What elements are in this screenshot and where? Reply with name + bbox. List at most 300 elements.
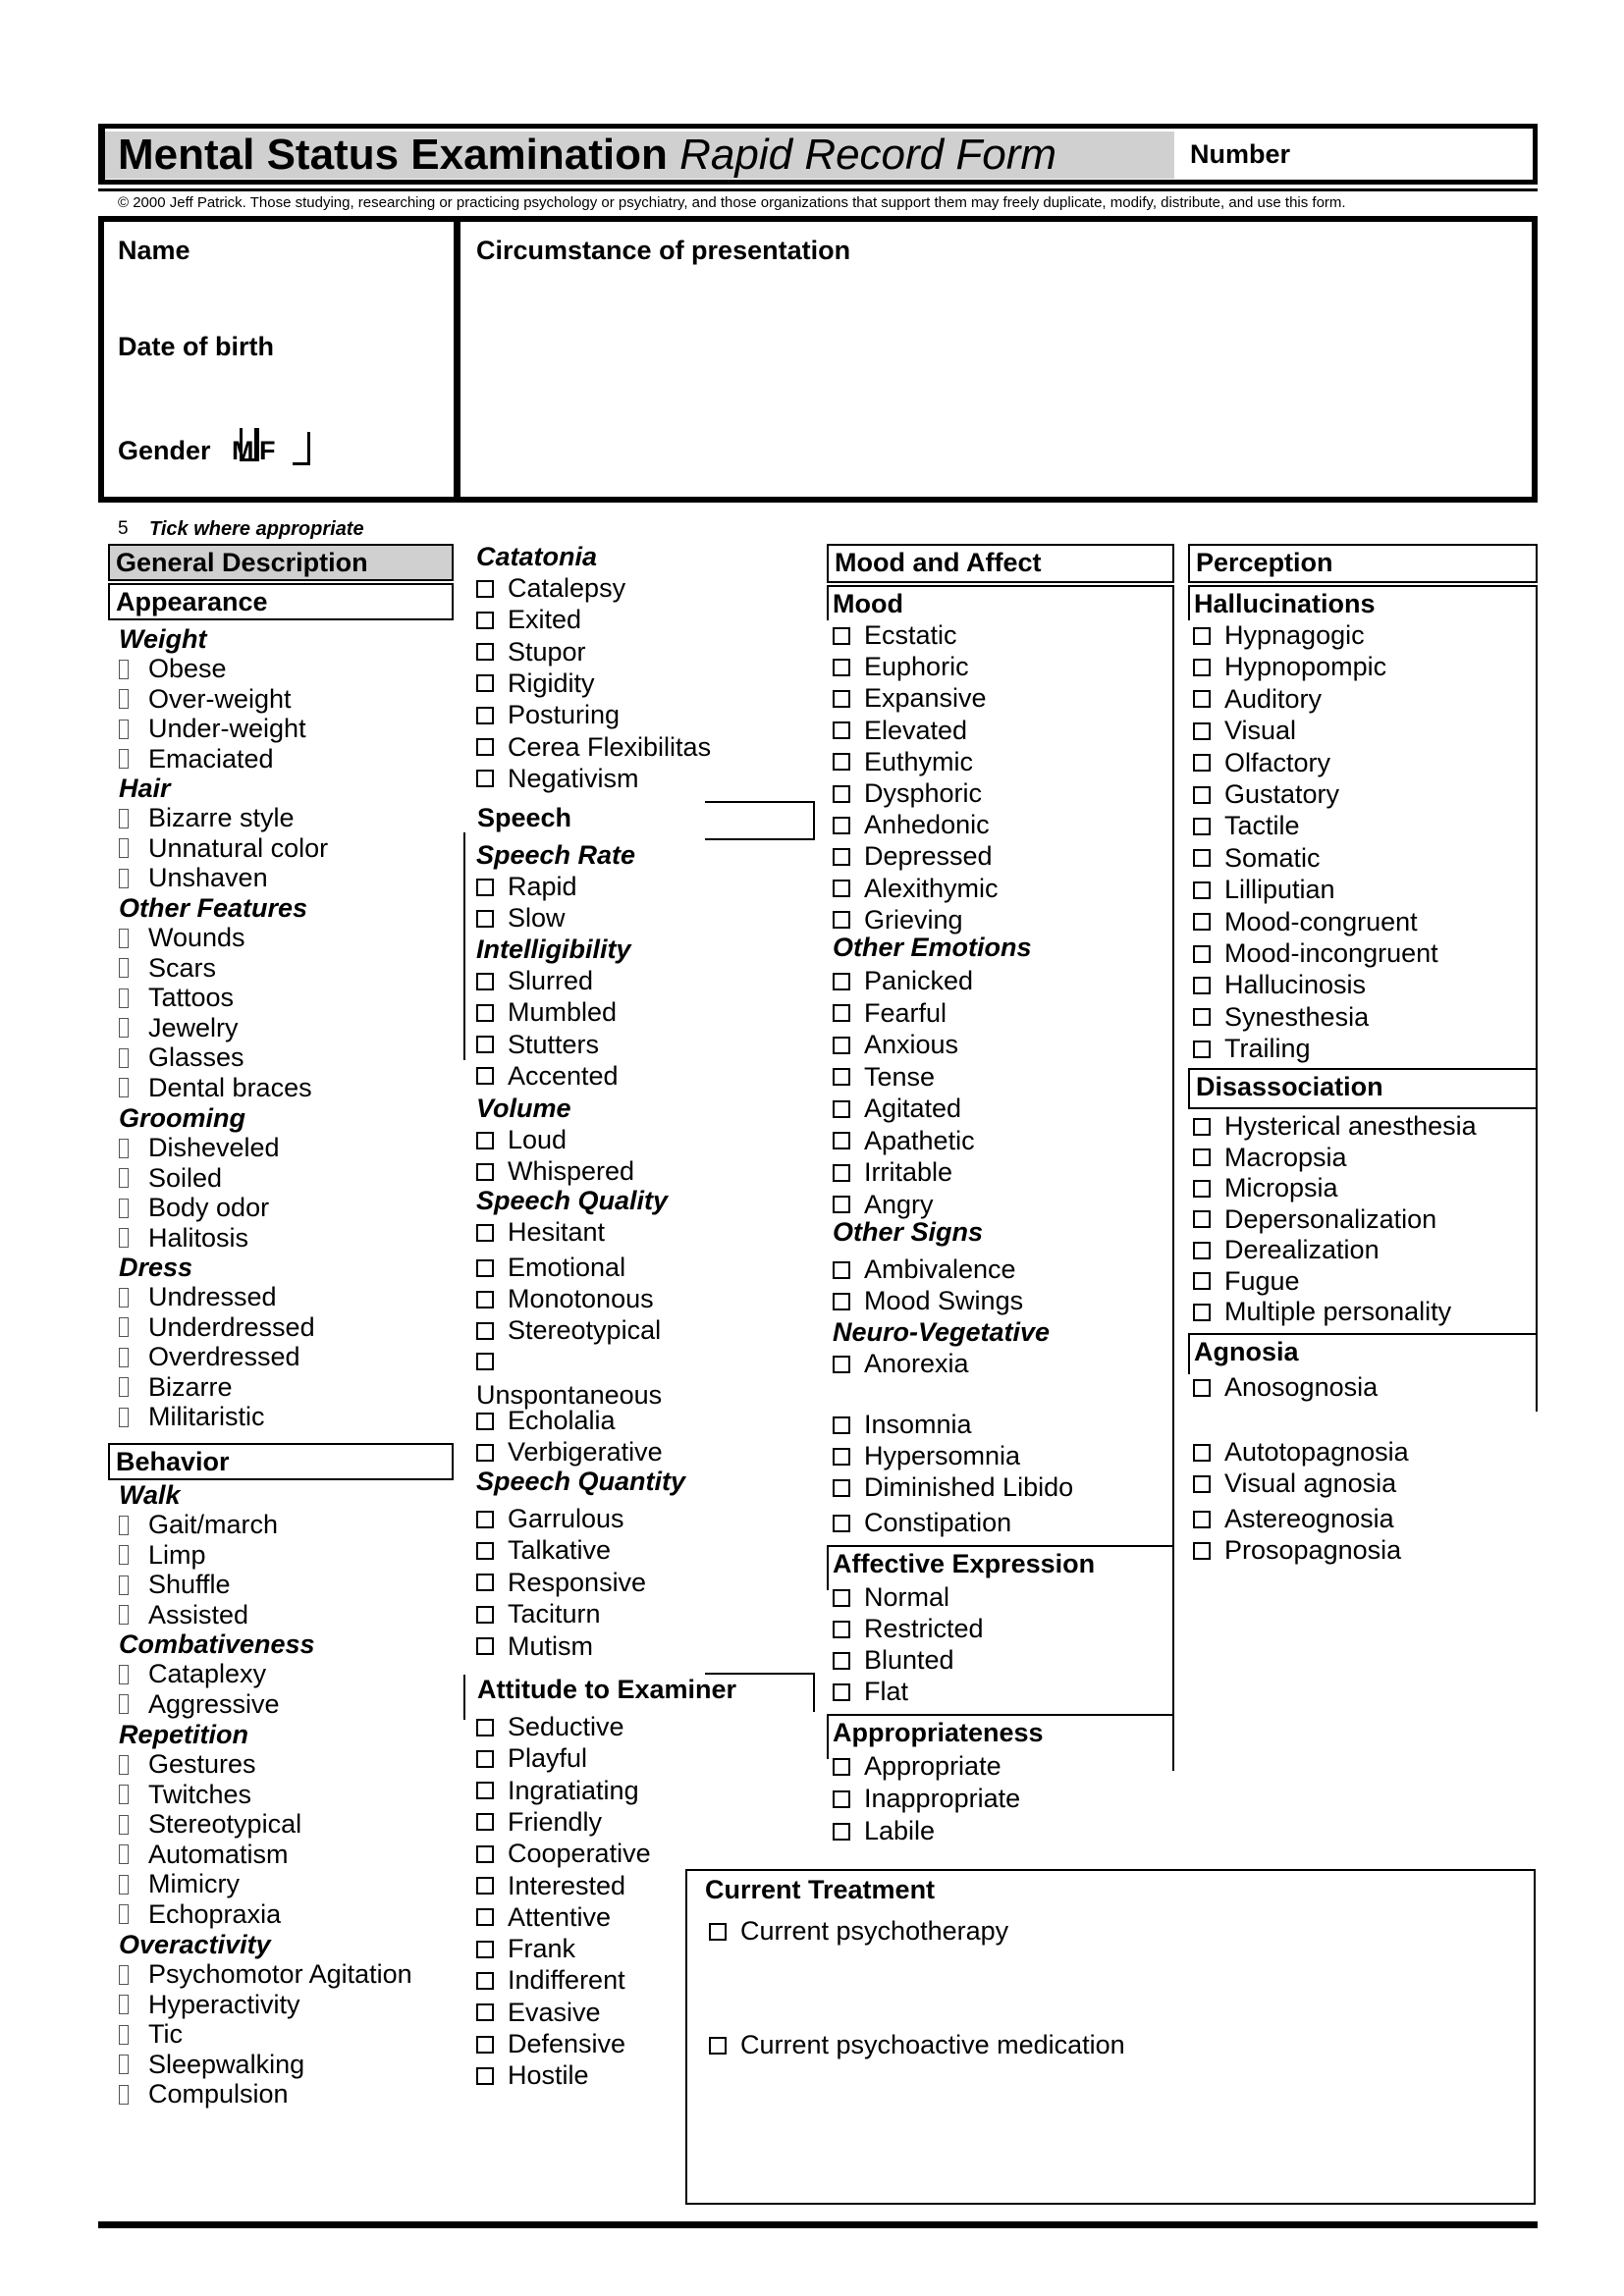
- checkbox[interactable]: [833, 785, 850, 803]
- alexithymic-option[interactable]: Alexithymic: [833, 874, 999, 904]
- anorexia-option[interactable]: Anorexia: [833, 1349, 969, 1379]
- checkbox[interactable]: [119, 1815, 129, 1835]
- tic-option[interactable]: Tic: [119, 2019, 183, 2050]
- overactivity-subheader: Overactivity: [119, 1930, 271, 1959]
- checkbox[interactable]: [476, 1637, 494, 1655]
- checkbox[interactable]: [476, 1542, 494, 1560]
- checkbox[interactable]: [1193, 881, 1211, 899]
- gender-m-option[interactable]: M: [232, 436, 254, 465]
- checkbox[interactable]: [833, 1448, 850, 1466]
- gender-f-checkbox[interactable]: [293, 432, 310, 465]
- mood-swings-option[interactable]: Mood Swings: [833, 1286, 1023, 1316]
- checkbox[interactable]: [119, 720, 129, 739]
- irritable-option[interactable]: Irritable: [833, 1157, 952, 1188]
- checkbox[interactable]: [1193, 1041, 1211, 1058]
- checkbox[interactable]: [476, 643, 494, 661]
- checkbox[interactable]: [119, 1965, 129, 1985]
- friendly-option[interactable]: Friendly: [476, 1807, 602, 1838]
- checkbox[interactable]: [1193, 1444, 1211, 1462]
- euphoric-option[interactable]: Euphoric: [833, 652, 969, 682]
- stutters-option[interactable]: Stutters: [476, 1030, 599, 1060]
- checkbox[interactable]: [476, 879, 494, 896]
- intelligibility-subheader: Intelligibility: [476, 934, 631, 964]
- checkbox[interactable]: [833, 973, 850, 990]
- autotopagnosia-option[interactable]: Autotopagnosia: [1193, 1437, 1409, 1468]
- checkbox[interactable]: [119, 1755, 129, 1775]
- checkbox[interactable]: [119, 1694, 129, 1714]
- ingratiating-option[interactable]: Ingratiating: [476, 1776, 639, 1806]
- mood-header: Mood: [827, 585, 1174, 620]
- checkbox[interactable]: [833, 1683, 850, 1701]
- checkbox[interactable]: [1193, 754, 1211, 772]
- hallucinosis-option[interactable]: Hallucinosis: [1193, 970, 1366, 1000]
- checkbox[interactable]: [833, 817, 850, 834]
- olfactory-option[interactable]: Olfactory: [1193, 748, 1330, 778]
- checkbox[interactable]: [476, 674, 494, 692]
- halitosis-option[interactable]: Halitosis: [119, 1223, 248, 1254]
- unnatural-color-option[interactable]: Unnatural color: [119, 833, 328, 864]
- checkbox[interactable]: [1193, 1008, 1211, 1026]
- form-title: Mental Status Examination Rapid Record Form: [118, 131, 1057, 179]
- limp-option[interactable]: Limp: [119, 1540, 206, 1571]
- checkbox[interactable]: [476, 1259, 494, 1277]
- fearful-option[interactable]: Fearful: [833, 998, 947, 1029]
- checkbox[interactable]: [476, 2003, 494, 2021]
- labile-option[interactable]: Labile: [833, 1816, 935, 1846]
- macropsia-option[interactable]: Macropsia: [1193, 1143, 1347, 1173]
- visual-agnosia-option[interactable]: Visual agnosia: [1193, 1468, 1396, 1499]
- negativism-option[interactable]: Negativism: [476, 764, 639, 794]
- checkbox[interactable]: [833, 1004, 850, 1022]
- constipation-option[interactable]: Constipation: [833, 1508, 1011, 1538]
- blunted-option[interactable]: Blunted: [833, 1645, 954, 1676]
- checkbox[interactable]: [119, 749, 129, 769]
- hesitant-option[interactable]: Hesitant: [476, 1217, 605, 1248]
- anosognosia-option[interactable]: Anosognosia: [1193, 1372, 1378, 1403]
- jewelry-option[interactable]: Jewelry: [119, 1013, 239, 1043]
- unspontaneous-checkbox[interactable]: [476, 1353, 494, 1370]
- affective-bracket-left: [827, 1545, 829, 1590]
- defensive-option[interactable]: Defensive: [476, 2029, 625, 2059]
- neuro-vegetative-subheader: Neuro-Vegetative: [833, 1317, 1051, 1347]
- checkbox[interactable]: [119, 660, 129, 679]
- tactile-option[interactable]: Tactile: [1193, 811, 1300, 841]
- speech-header: Speech: [477, 803, 572, 832]
- emaciated-option[interactable]: Emaciated: [119, 744, 274, 774]
- checkbox[interactable]: [833, 1261, 850, 1279]
- verbigerative-option[interactable]: Verbigerative: [476, 1437, 663, 1468]
- checkbox[interactable]: [476, 1908, 494, 1926]
- checkbox[interactable]: [1193, 849, 1211, 867]
- checkbox[interactable]: [119, 1168, 129, 1188]
- soiled-option[interactable]: Soiled: [119, 1163, 222, 1194]
- angry-option[interactable]: Angry: [833, 1190, 934, 1220]
- checkbox[interactable]: [119, 1516, 129, 1535]
- checkbox[interactable]: [476, 1291, 494, 1308]
- multiple-personality-option[interactable]: Multiple personality: [1193, 1297, 1451, 1327]
- grieving-option[interactable]: Grieving: [833, 905, 963, 935]
- checkbox[interactable]: [119, 1605, 129, 1625]
- checkbox[interactable]: [1193, 1210, 1211, 1228]
- disassociation-header: Disassociation: [1188, 1068, 1538, 1109]
- checkbox[interactable]: [833, 1100, 850, 1118]
- checkbox[interactable]: [833, 1293, 850, 1310]
- checkbox[interactable]: [476, 1845, 494, 1863]
- lilliputian-option[interactable]: Lilliputian: [1193, 875, 1335, 905]
- rapid-option[interactable]: Rapid: [476, 872, 577, 902]
- agitated-option[interactable]: Agitated: [833, 1094, 961, 1124]
- checkbox[interactable]: [833, 1132, 850, 1149]
- expansive-option[interactable]: Expansive: [833, 683, 987, 714]
- checkbox[interactable]: [476, 2067, 494, 2085]
- checkbox[interactable]: [119, 2025, 129, 2045]
- mutism-option[interactable]: Mutism: [476, 1631, 593, 1662]
- checkbox[interactable]: [119, 1545, 129, 1565]
- checkbox[interactable]: [833, 911, 850, 929]
- checkbox[interactable]: [833, 880, 850, 897]
- emotional-option[interactable]: Emotional: [476, 1253, 625, 1283]
- checkbox[interactable]: [833, 1356, 850, 1373]
- checkbox[interactable]: [833, 1068, 850, 1086]
- synesthesia-option[interactable]: Synesthesia: [1193, 1002, 1369, 1033]
- mood-incongruent-option[interactable]: Mood-incongruent: [1193, 938, 1438, 969]
- scars-option[interactable]: Scars: [119, 953, 216, 984]
- checkbox[interactable]: [119, 1904, 129, 1924]
- checkbox[interactable]: [119, 689, 129, 709]
- checkbox[interactable]: [119, 1018, 129, 1038]
- checkbox[interactable]: [833, 721, 850, 739]
- evasive-option[interactable]: Evasive: [476, 1998, 601, 2028]
- derealization-option[interactable]: Derealization: [1193, 1235, 1380, 1265]
- agnosia-bracket-left: [1188, 1333, 1190, 1374]
- number-label: Number: [1190, 139, 1291, 169]
- bizarre-style-option[interactable]: Bizarre style: [119, 803, 295, 833]
- checkbox[interactable]: [476, 1574, 494, 1591]
- indifferent-option[interactable]: Indifferent: [476, 1965, 625, 1996]
- checkbox[interactable]: [1193, 627, 1211, 645]
- checkbox[interactable]: [476, 1877, 494, 1895]
- checkbox[interactable]: [119, 1139, 129, 1158]
- cataplexy-option[interactable]: Cataplexy: [119, 1659, 266, 1689]
- checkbox[interactable]: [1193, 1242, 1211, 1259]
- hypersomnia-option[interactable]: Hypersomnia: [833, 1441, 1020, 1471]
- auditory-option[interactable]: Auditory: [1193, 684, 1322, 715]
- checkbox[interactable]: [476, 1036, 494, 1053]
- checkbox[interactable]: [1193, 722, 1211, 740]
- euthymic-option[interactable]: Euthymic: [833, 747, 973, 777]
- checkbox[interactable]: [833, 1589, 850, 1607]
- checkbox[interactable]: [119, 1199, 129, 1218]
- checkbox[interactable]: [119, 1288, 129, 1308]
- hyperactivity-option[interactable]: Hyperactivity: [119, 1990, 300, 2020]
- appropriate-option[interactable]: Appropriate: [833, 1751, 1001, 1782]
- gait-march-option[interactable]: Gait/march: [119, 1510, 278, 1540]
- current-medication-option[interactable]: Current psychoactive medication: [709, 2030, 1125, 2060]
- rigidity-option[interactable]: Rigidity: [476, 668, 595, 699]
- aggressive-option[interactable]: Aggressive: [119, 1689, 280, 1720]
- circumstance-label[interactable]: Circumstance of presentation: [476, 236, 851, 265]
- ambivalence-option[interactable]: Ambivalence: [833, 1255, 1016, 1285]
- checkbox[interactable]: [1193, 1272, 1211, 1290]
- hysterical-anesthesia-option[interactable]: Hysterical anesthesia: [1193, 1111, 1477, 1142]
- talkative-option[interactable]: Talkative: [476, 1535, 611, 1566]
- checkbox[interactable]: [119, 1408, 129, 1427]
- checkbox[interactable]: [1193, 786, 1211, 804]
- checkbox[interactable]: [476, 1750, 494, 1768]
- speech-bracket-top: [705, 801, 815, 803]
- panicked-option[interactable]: Panicked: [833, 966, 973, 996]
- checkbox[interactable]: [119, 1575, 129, 1595]
- hypnopompic-option[interactable]: Hypnopompic: [1193, 652, 1386, 682]
- checkbox[interactable]: [476, 1606, 494, 1624]
- under-weight-option[interactable]: Under-weight: [119, 714, 306, 744]
- psychomotor-agitation-option[interactable]: Psychomotor Agitation: [119, 1959, 412, 1990]
- restricted-option[interactable]: Restricted: [833, 1614, 984, 1644]
- checkbox[interactable]: [833, 1164, 850, 1182]
- compulsion-option[interactable]: Compulsion: [119, 2079, 289, 2109]
- checkbox[interactable]: [833, 1621, 850, 1638]
- checkbox[interactable]: [1193, 818, 1211, 835]
- checkbox[interactable]: [476, 1163, 494, 1181]
- body-odor-option[interactable]: Body odor: [119, 1193, 269, 1223]
- loud-option[interactable]: Loud: [476, 1125, 567, 1155]
- checkbox[interactable]: [119, 1844, 129, 1864]
- mood-congruent-option[interactable]: Mood-congruent: [1193, 907, 1418, 937]
- anxious-option[interactable]: Anxious: [833, 1030, 958, 1060]
- checkbox[interactable]: [833, 659, 850, 676]
- over-weight-option[interactable]: Over-weight: [119, 684, 292, 715]
- dysphoric-option[interactable]: Dysphoric: [833, 778, 982, 809]
- speech-rate-subheader: Speech Rate: [476, 840, 636, 870]
- checkbox[interactable]: [476, 1004, 494, 1022]
- checkbox[interactable]: [1193, 690, 1211, 708]
- agnosia-header: Agnosia: [1188, 1333, 1538, 1368]
- checkbox[interactable]: [476, 1782, 494, 1799]
- unshaven-option[interactable]: Unshaven: [119, 863, 268, 893]
- disheveled-option[interactable]: Disheveled: [119, 1133, 280, 1163]
- visual-option[interactable]: Visual: [1193, 716, 1296, 746]
- micropsia-option[interactable]: Micropsia: [1193, 1173, 1338, 1203]
- stereotypical-option[interactable]: Stereotypical: [476, 1315, 661, 1346]
- astereognosia-option[interactable]: Astereognosia: [1193, 1504, 1394, 1534]
- responsive-option[interactable]: Responsive: [476, 1568, 646, 1598]
- checkbox[interactable]: [833, 1758, 850, 1776]
- checkbox[interactable]: [476, 1813, 494, 1831]
- attentive-option[interactable]: Attentive: [476, 1902, 611, 1933]
- frank-option[interactable]: Frank: [476, 1934, 575, 1964]
- seductive-option[interactable]: Seductive: [476, 1712, 624, 1742]
- checkbox[interactable]: [119, 1228, 129, 1248]
- checkbox[interactable]: [476, 707, 494, 724]
- checkbox[interactable]: [119, 1348, 129, 1367]
- checkbox[interactable]: [833, 690, 850, 708]
- checkbox[interactable]: [1193, 659, 1211, 676]
- hypnagogic-option[interactable]: Hypnagogic: [1193, 620, 1365, 651]
- checkbox[interactable]: [119, 1785, 129, 1804]
- checkbox[interactable]: [833, 1652, 850, 1670]
- checkbox[interactable]: [119, 2085, 129, 2105]
- glasses-option[interactable]: Glasses: [119, 1042, 244, 1073]
- dental-braces-option[interactable]: Dental braces: [119, 1073, 312, 1103]
- checkbox[interactable]: [476, 1444, 494, 1462]
- checkbox[interactable]: [119, 958, 129, 978]
- checkbox[interactable]: [119, 838, 129, 858]
- mood-bracket-left: [827, 585, 829, 620]
- stereotypical-option[interactable]: Stereotypical: [119, 1809, 301, 1840]
- checkbox[interactable]: [1193, 913, 1211, 931]
- checkbox[interactable]: [1193, 1379, 1211, 1397]
- hostile-option[interactable]: Hostile: [476, 2060, 589, 2091]
- slurred-option[interactable]: Slurred: [476, 966, 593, 996]
- checkbox[interactable]: [709, 1923, 727, 1941]
- exited-option[interactable]: Exited: [476, 605, 581, 635]
- checkbox[interactable]: [476, 612, 494, 629]
- whispered-option[interactable]: Whispered: [476, 1156, 634, 1187]
- checkbox[interactable]: [1193, 1511, 1211, 1528]
- echolalia-option[interactable]: Echolalia: [476, 1406, 616, 1436]
- normal-option[interactable]: Normal: [833, 1582, 949, 1613]
- checkbox[interactable]: [833, 1515, 850, 1532]
- anhedonic-option[interactable]: Anhedonic: [833, 810, 990, 840]
- underdressed-option[interactable]: Underdressed: [119, 1312, 315, 1343]
- interested-option[interactable]: Interested: [476, 1871, 625, 1901]
- stupor-option[interactable]: Stupor: [476, 637, 586, 667]
- checkbox[interactable]: [476, 1224, 494, 1242]
- current-psychotherapy-option[interactable]: Current psychotherapy: [709, 1916, 1008, 1947]
- checkbox[interactable]: [119, 929, 129, 948]
- somatic-option[interactable]: Somatic: [1193, 843, 1321, 874]
- checkbox[interactable]: [119, 1665, 129, 1684]
- checkbox[interactable]: [1193, 1180, 1211, 1198]
- mumbled-option[interactable]: Mumbled: [476, 997, 617, 1028]
- name-label[interactable]: Name: [118, 236, 190, 265]
- checkbox[interactable]: [119, 1078, 129, 1097]
- checkbox[interactable]: [476, 1067, 494, 1085]
- checkbox[interactable]: [1193, 1118, 1211, 1136]
- checkbox[interactable]: [119, 1875, 129, 1895]
- checkbox[interactable]: [476, 1972, 494, 1990]
- assisted-option[interactable]: Assisted: [119, 1600, 248, 1630]
- mimicry-option[interactable]: Mimicry: [119, 1869, 240, 1899]
- elevated-option[interactable]: Elevated: [833, 716, 967, 746]
- cerea-flexibilitas-option[interactable]: Cerea Flexibilitas: [476, 732, 711, 763]
- checkbox[interactable]: [119, 1995, 129, 2014]
- gender-f-option[interactable]: F: [259, 436, 276, 465]
- checkbox[interactable]: [119, 2055, 129, 2074]
- checkbox[interactable]: [709, 2037, 727, 2055]
- insomnia-option[interactable]: Insomnia: [833, 1410, 972, 1440]
- checkbox[interactable]: [476, 910, 494, 928]
- checkbox[interactable]: [1193, 1475, 1211, 1493]
- trailing-option[interactable]: Trailing: [1193, 1034, 1311, 1064]
- militaristic-option[interactable]: Militaristic: [119, 1402, 265, 1432]
- gestures-option[interactable]: Gestures: [119, 1749, 256, 1780]
- ecstatic-option[interactable]: Ecstatic: [833, 620, 957, 651]
- checkbox[interactable]: [119, 869, 129, 888]
- checkbox[interactable]: [476, 2036, 494, 2054]
- checkbox[interactable]: [119, 988, 129, 1008]
- shuffle-option[interactable]: Shuffle: [119, 1570, 231, 1600]
- checkbox[interactable]: [119, 1317, 129, 1337]
- checkbox[interactable]: [476, 1322, 494, 1340]
- checkbox[interactable]: [119, 809, 129, 828]
- flat-option[interactable]: Flat: [833, 1677, 908, 1707]
- checkbox[interactable]: [1193, 945, 1211, 963]
- repetition-subheader: Repetition: [119, 1720, 248, 1749]
- accented-option[interactable]: Accented: [476, 1061, 619, 1092]
- checkbox[interactable]: [119, 1048, 129, 1068]
- cooperative-option[interactable]: Cooperative: [476, 1839, 651, 1869]
- fugue-option[interactable]: Fugue: [1193, 1266, 1300, 1297]
- echopraxia-option[interactable]: Echopraxia: [119, 1899, 281, 1930]
- catalepsy-option[interactable]: Catalepsy: [476, 573, 625, 604]
- monotonous-option[interactable]: Monotonous: [476, 1284, 654, 1314]
- checkbox[interactable]: [476, 770, 494, 787]
- checkbox[interactable]: [476, 973, 494, 990]
- checkbox[interactable]: [833, 1416, 850, 1434]
- checkbox[interactable]: [119, 1377, 129, 1397]
- checkbox[interactable]: [1193, 1542, 1211, 1560]
- posturing-option[interactable]: Posturing: [476, 700, 620, 730]
- automatism-option[interactable]: Automatism: [119, 1840, 289, 1870]
- checkbox[interactable]: [476, 738, 494, 756]
- prosopagnosia-option[interactable]: Prosopagnosia: [1193, 1535, 1401, 1566]
- checkbox[interactable]: [833, 1037, 850, 1054]
- checkbox[interactable]: [476, 1132, 494, 1149]
- checkbox[interactable]: [1193, 1304, 1211, 1321]
- checkbox[interactable]: [476, 1413, 494, 1430]
- overdressed-option[interactable]: Overdressed: [119, 1342, 300, 1372]
- playful-option[interactable]: Playful: [476, 1743, 587, 1774]
- tense-option[interactable]: Tense: [833, 1062, 935, 1093]
- checkbox[interactable]: [833, 627, 850, 645]
- undressed-option[interactable]: Undressed: [119, 1282, 277, 1312]
- twitches-option[interactable]: Twitches: [119, 1780, 251, 1810]
- slow-option[interactable]: Slow: [476, 903, 566, 934]
- checkbox[interactable]: [833, 1479, 850, 1497]
- diminished-libido-option[interactable]: Diminished Libido: [833, 1472, 1073, 1503]
- obese-option[interactable]: Obese: [119, 654, 227, 684]
- apathetic-option[interactable]: Apathetic: [833, 1126, 975, 1156]
- checkbox[interactable]: [833, 1790, 850, 1808]
- tattoos-option[interactable]: Tattoos: [119, 983, 234, 1013]
- checkbox[interactable]: [476, 1941, 494, 1958]
- checkbox[interactable]: [833, 848, 850, 866]
- checkbox[interactable]: [476, 580, 494, 598]
- dob-label[interactable]: Date of birth: [118, 332, 274, 361]
- inappropriate-option[interactable]: Inappropriate: [833, 1784, 1020, 1814]
- garrulous-option[interactable]: Garrulous: [476, 1504, 624, 1534]
- depressed-option[interactable]: Depressed: [833, 841, 993, 872]
- taciturn-option[interactable]: Taciturn: [476, 1599, 601, 1629]
- checkbox[interactable]: [833, 753, 850, 771]
- catatonia-subheader: Catatonia: [476, 542, 598, 571]
- depersonalization-option[interactable]: Depersonalization: [1193, 1204, 1436, 1235]
- bizarre-option[interactable]: Bizarre: [119, 1372, 233, 1403]
- divider: [98, 188, 1538, 191]
- checkbox[interactable]: [1193, 977, 1211, 994]
- checkbox[interactable]: [476, 1719, 494, 1736]
- gender-m-checkbox[interactable]: [240, 428, 259, 461]
- checkbox[interactable]: [1193, 1148, 1211, 1166]
- checkbox[interactable]: [476, 1511, 494, 1528]
- wounds-option[interactable]: Wounds: [119, 923, 245, 953]
- current-treatment-title: Current Treatment: [705, 1875, 936, 1904]
- checkbox[interactable]: [833, 1196, 850, 1213]
- gustatory-option[interactable]: Gustatory: [1193, 779, 1339, 810]
- checkbox[interactable]: [833, 1823, 850, 1841]
- sleepwalking-option[interactable]: Sleepwalking: [119, 2050, 304, 2080]
